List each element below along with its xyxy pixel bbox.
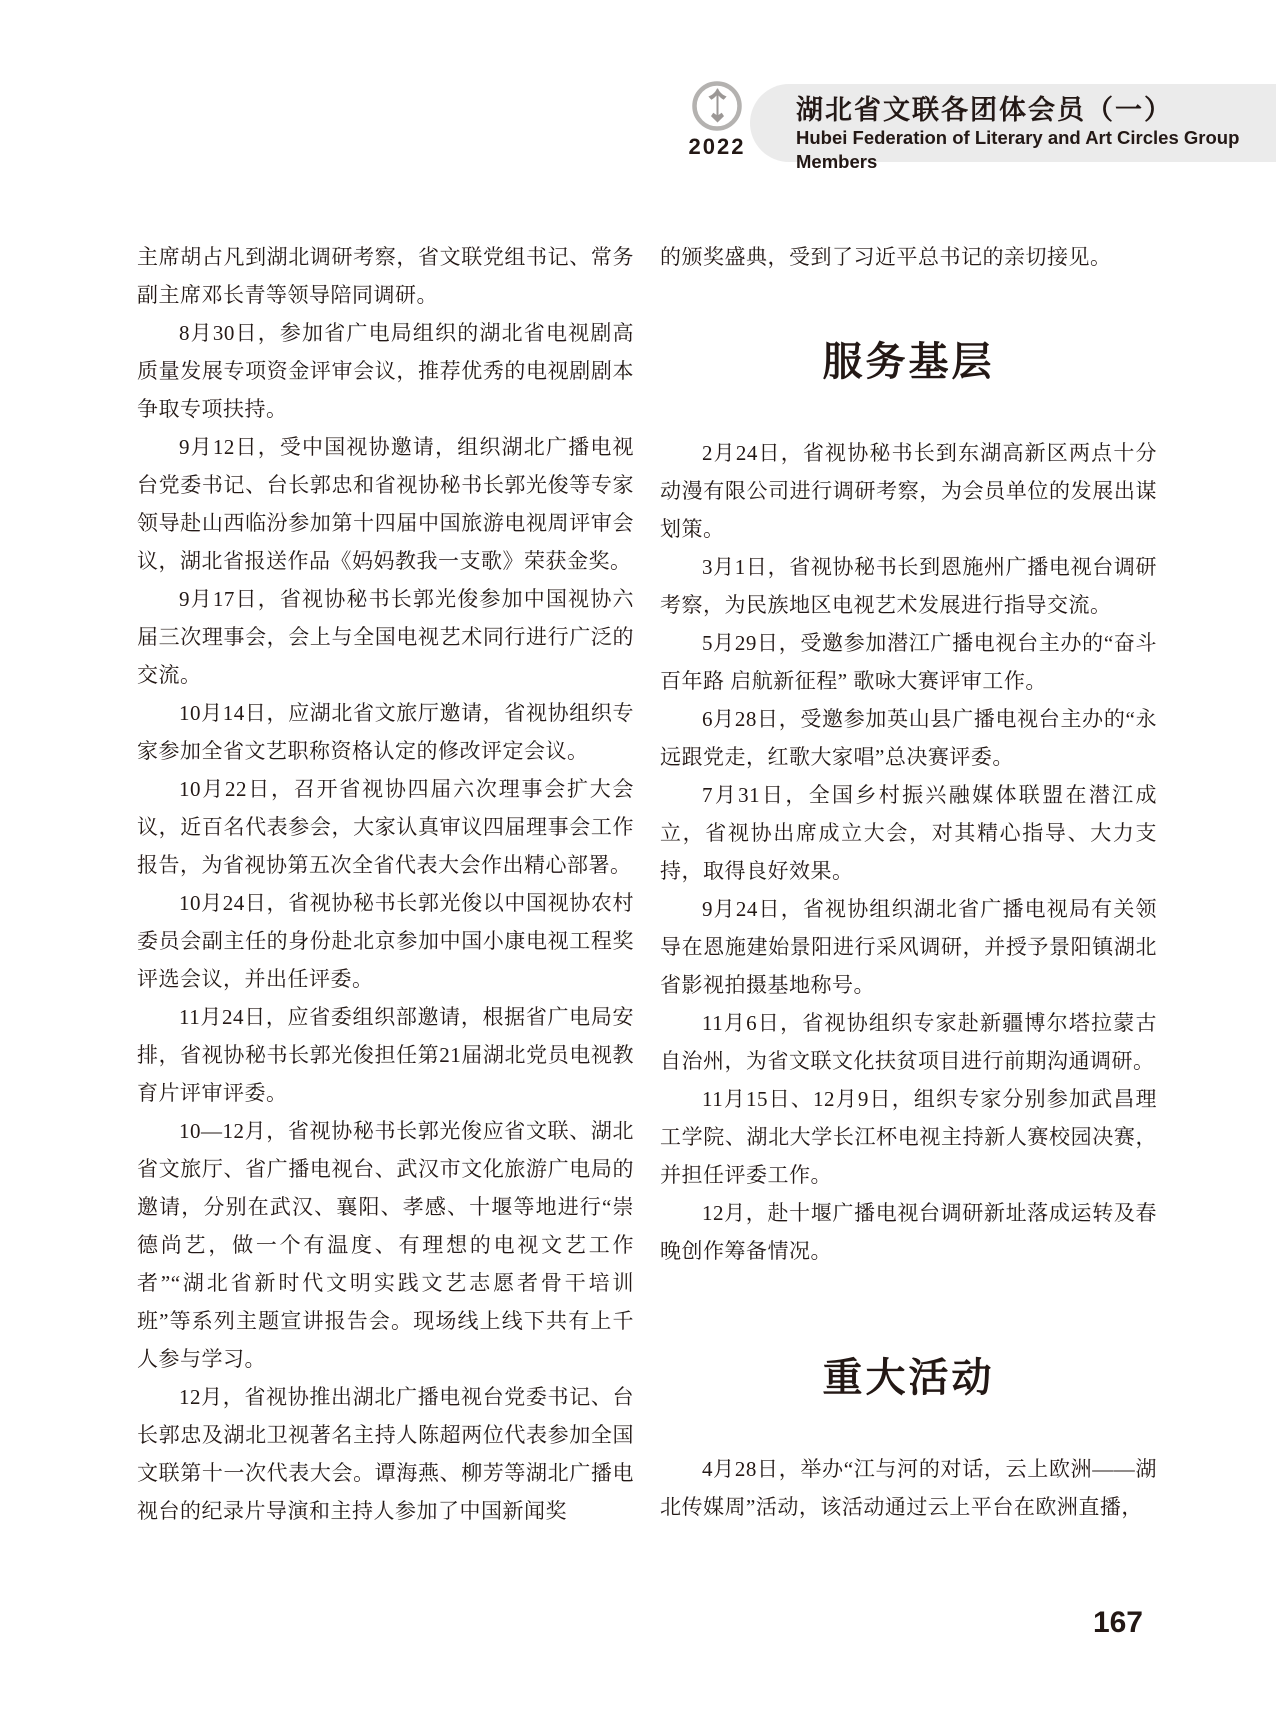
paragraph: 9月17日，省视协秘书长郭光俊参加中国视协六届三次理事会，会上与全国电视艺术同行进行广泛的交流。 <box>137 587 634 687</box>
paragraph: 11月6日，省视协组织专家赴新疆博尔塔拉蒙古自治州，为省文联文化扶贫项目进行前期沟通调研。 <box>660 1011 1157 1073</box>
paragraph: 12月，赴十堰广播电视台调研新址落成运转及春晚创作筹备情况。 <box>660 1201 1157 1263</box>
paragraph: 10月22日，召开省视协四届六次理事会扩大会议，近百名代表参会，大家认真审议四届理事会工作报告，为省视协第五次全省代表大会作出精心部署。 <box>137 777 634 877</box>
paragraph: 11月24日，应省委组织部邀请，根据省广电局安排，省视协秘书长郭光俊担任第21届湖北党员电视教育片评审评委。 <box>137 1005 634 1105</box>
paragraph: 9月12日，受中国视协邀请，组织湖北广播电视台党委书记、台长郭忠和省视协秘书长郭光俊等专家领导赴山西临汾参加第十四届中国旅游电视周评审会议，湖北省报送作品《妈妈教我一支歌》荣获金奖。 <box>137 435 634 573</box>
paragraph: 11月15日、12月9日，组织专家分别参加武昌理工学院、湖北大学长江杯电视主持新人赛校园决赛，并担任评委工作。 <box>660 1087 1157 1187</box>
section-heading-major-events: 重大活动 <box>822 1356 995 1400</box>
paragraph: 2月24日，省视协秘书长到东湖高新区两点十分动漫有限公司进行调研考察，为会员单位的发展出谋划策。 <box>660 441 1157 541</box>
header-title-english: Hubei Federation of Literary and Art Circles Group Members <box>796 127 1240 172</box>
paragraph: 6月28日，受邀参加英山县广播电视台主办的“永远跟党走，红歌大家唱”总决赛评委。 <box>660 707 1157 769</box>
paragraph: 10—12月，省视协秘书长郭光俊应省文联、湖北省文旅厅、省广播电视台、武汉市文化旅游广电局的邀请，分别在武汉、襄阳、孝感、十堰等地进行“崇德尚艺，做一个有温度、有理想的电视文艺工作者”“湖北省新时代文明实践文艺志愿者骨干培训班”等系列主题宣讲报告会。现场线上线下共有上千人参与学习。 <box>137 1119 634 1371</box>
logo-year: 2022 <box>688 134 746 159</box>
header-banner <box>750 84 1276 172</box>
paragraph: 8月30日，参加省广电局组织的湖北省电视剧高质量发展专项资金评审会议，推荐优秀的电视剧剧本争取专项扶持。 <box>137 321 634 421</box>
left-column <box>137 238 634 1530</box>
page-number: 167 <box>1092 1606 1143 1639</box>
paragraph: 10月24日，省视协秘书长郭光俊以中国视协农村委员会副主任的身份赴北京参加中国小康电视工程奖评选会议，并出任评委。 <box>137 891 634 991</box>
logo-block <box>688 80 746 160</box>
paragraph: 7月31日，全国乡村振兴融媒体联盟在潜江成立，省视协出席成立大会，对其精心指导、大力支持，取得良好效果。 <box>660 783 1157 883</box>
paragraph: 10月14日，应湖北省文旅厅邀请，省视协组织专家参加全省文艺职称资格认定的修改评定会议。 <box>137 701 634 763</box>
header-title-chinese: 湖北省文联各团体会员（一） <box>796 95 1173 125</box>
section-heading-serve-grassroots: 服务基层 <box>822 340 995 384</box>
paragraph: 3月1日，省视协秘书长到恩施州广播电视台调研考察，为民族地区电视艺术发展进行指导交流。 <box>660 555 1157 617</box>
paragraph-continuation: 的颁奖盛典，受到了习近平总书记的亲切接见。 <box>660 245 1112 269</box>
right-column <box>660 238 1157 1530</box>
federation-emblem-icon <box>691 80 743 132</box>
paragraph: 12月，省视协推出湖北广播电视台党委书记、台长郭忠及湖北卫视著名主持人陈超两位代表参加全国文联第十一次代表大会。谭海燕、柳芳等湖北广播电视台的纪录片导演和主持人参加了中国新闻奖 <box>137 1385 634 1523</box>
two-column-text-area <box>137 238 1157 1530</box>
paragraph: 4月28日，举办“江与河的对话，云上欧洲——湖北传媒周”活动，该活动通过云上平台在欧洲直播， <box>660 1457 1157 1519</box>
paragraph-continuation: 主席胡占凡到湖北调研考察，省文联党组书记、常务副主席邓长青等领导陪同调研。 <box>137 245 634 307</box>
paragraph: 5月29日，受邀参加潜江广播电视台主办的“奋斗百年路 启航新征程” 歌咏大赛评审工作。 <box>660 631 1157 693</box>
paragraph: 9月24日，省视协组织湖北省广播电视局有关领导在恩施建始景阳进行采风调研，并授予景阳镇湖北省影视拍摄基地称号。 <box>660 897 1157 997</box>
